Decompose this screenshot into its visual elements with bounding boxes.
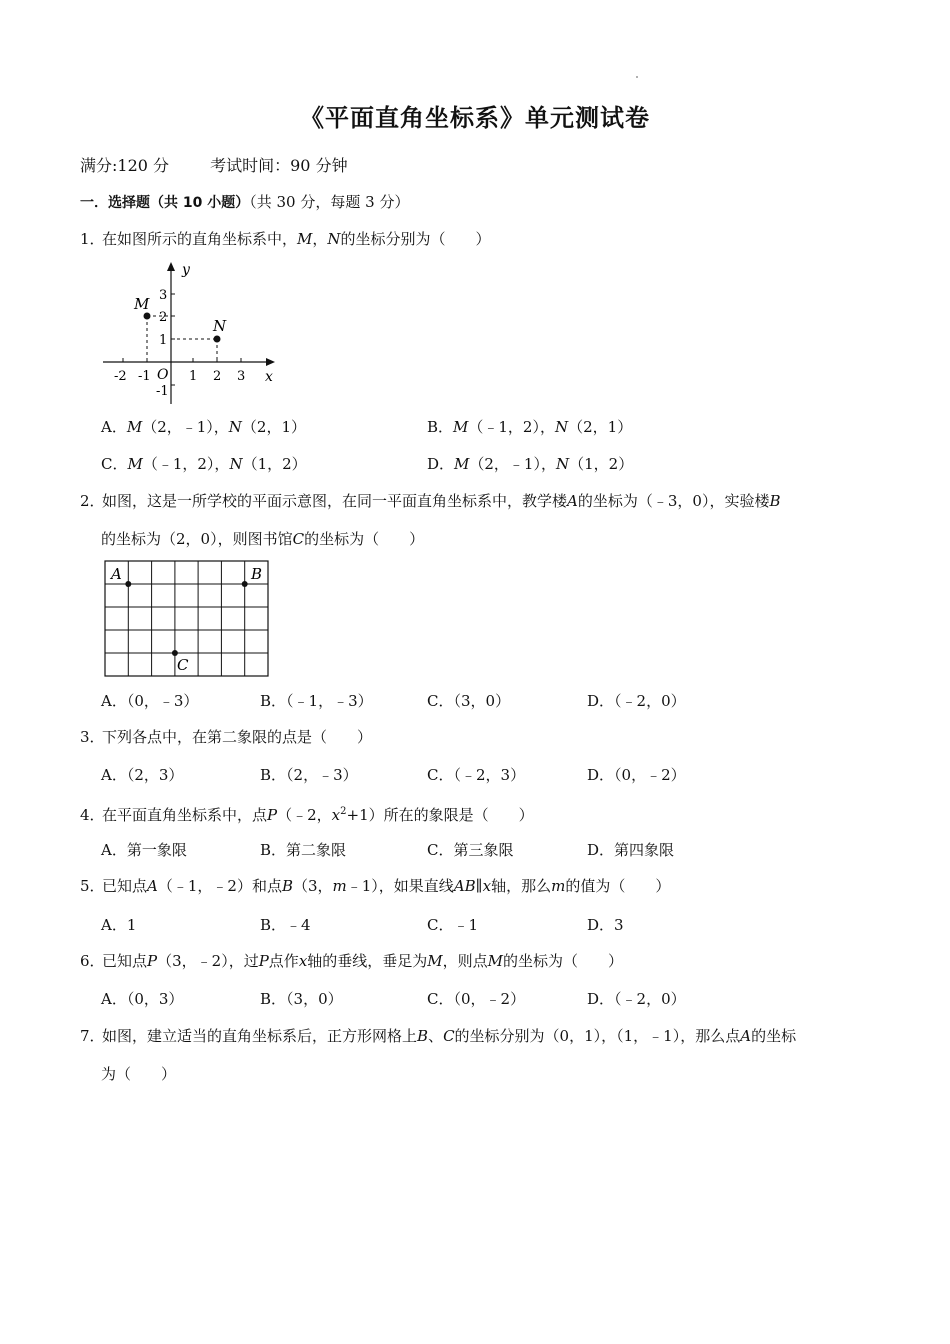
point-n xyxy=(214,336,221,343)
option-a[interactable]: A．第一象限 xyxy=(101,841,187,859)
x-tick-label: -1 xyxy=(138,369,151,384)
page-title: 《平面直角坐标系》单元测试卷 xyxy=(300,104,650,132)
question-text: 的坐标为（2，0），则图书馆 xyxy=(101,530,293,548)
question-2 xyxy=(80,491,880,511)
option-a[interactable]: A．（0，3） xyxy=(101,990,184,1008)
var-b: B xyxy=(417,1027,429,1045)
label-n: N xyxy=(213,317,227,335)
question-text: 轴，那么 xyxy=(491,877,552,895)
option-label: D． xyxy=(427,455,455,473)
question-text: 已知点 xyxy=(102,952,148,970)
var-a: A xyxy=(567,492,578,510)
question-number: 7． xyxy=(80,1027,105,1045)
option-c[interactable]: C．（0，﹣2） xyxy=(427,990,526,1008)
x-tick-label: 2 xyxy=(213,369,222,384)
var-b: B xyxy=(769,492,781,510)
option-c[interactable]: C．（﹣2，3） xyxy=(427,766,526,784)
option-text: （﹣1，2）， xyxy=(142,455,230,473)
question-text: 如图，建立适当的直角坐标系后，正方形网格上 xyxy=(102,1027,418,1045)
q1-options-row-2 xyxy=(101,453,881,473)
label-b: B xyxy=(251,565,263,583)
var-x: x xyxy=(331,806,341,824)
section-scoring: （共 30 分，每题 3 分） xyxy=(249,193,410,211)
option-b[interactable]: B．第二象限 xyxy=(260,841,347,859)
question-text: ， xyxy=(312,230,328,248)
option-a[interactable] xyxy=(101,416,306,437)
question-text: 的值为（ ） xyxy=(565,877,671,895)
x-tick-label: -2 xyxy=(114,369,127,384)
option-c[interactable] xyxy=(101,453,307,474)
var-c: C xyxy=(443,1027,455,1045)
y-tick-label: 2 xyxy=(159,310,168,325)
option-text: （2，﹣1）， xyxy=(469,455,556,473)
option-d[interactable]: D．3 xyxy=(587,916,624,934)
question-text: 如图，这是一所学校的平面示意图，在同一平面直角坐标系中，教学楼 xyxy=(102,492,568,510)
var-n: N xyxy=(229,455,243,473)
question-number: 5． xyxy=(80,877,105,895)
question-text: 已知点 xyxy=(102,877,148,895)
question-text: 点作 xyxy=(268,952,299,970)
option-label: C． xyxy=(101,455,128,473)
label-m: M xyxy=(134,295,150,313)
question-text: 的坐标分别为（ ） xyxy=(340,230,491,248)
option-d[interactable] xyxy=(427,453,633,474)
question-text: 下列各点中，在第二象限的点是（ ） xyxy=(102,728,373,746)
question-text: 的坐标为（ ） xyxy=(503,952,624,970)
question-3 xyxy=(80,727,880,747)
option-b[interactable] xyxy=(427,416,632,437)
question-text: 的坐标分别为（0，1），（1，﹣1），那么点 xyxy=(454,1027,741,1045)
option-d[interactable]: D．第四象限 xyxy=(587,841,675,859)
corner-mark xyxy=(636,76,638,78)
var-n: N xyxy=(228,418,242,436)
question-number: 4． xyxy=(80,806,105,824)
var-m: M xyxy=(126,418,143,436)
q4-options xyxy=(101,839,881,859)
option-text: （1，2） xyxy=(569,455,634,473)
section-title: 一．选择题（共 10 小题） xyxy=(80,195,250,211)
guide-lines xyxy=(147,316,217,362)
question-number: 6． xyxy=(80,952,105,970)
exam-meta xyxy=(80,153,348,176)
option-c[interactable]: C．第三象限 xyxy=(427,841,514,859)
var-m: M xyxy=(453,418,469,436)
var-p: P xyxy=(147,952,158,970)
option-label: A． xyxy=(101,418,127,436)
question-text: 轴的垂线，垂足为 xyxy=(307,952,428,970)
var-m: M xyxy=(487,952,504,970)
question-text: ，则点 xyxy=(442,952,488,970)
option-label: B． xyxy=(427,418,454,436)
exam-time: 考试时间：90 分钟 xyxy=(210,156,348,175)
var-n: N xyxy=(554,418,569,436)
var-ab: AB xyxy=(453,877,476,895)
option-text: （2，﹣1）， xyxy=(142,418,229,436)
question-text: ﹣1），如果直线 xyxy=(346,877,454,895)
point-b xyxy=(242,581,248,587)
option-d[interactable]: D．（﹣2，0） xyxy=(587,990,686,1008)
question-text: 的坐标为（ ） xyxy=(304,530,425,548)
var-m: M xyxy=(454,455,470,473)
option-a[interactable]: A．1 xyxy=(101,916,137,934)
var-n: N xyxy=(555,455,570,473)
question-5 xyxy=(80,876,880,896)
question-1 xyxy=(80,229,880,249)
question-number: 2． xyxy=(80,492,105,510)
var-m: M xyxy=(427,952,443,970)
y-tick-label: 3 xyxy=(159,288,168,303)
option-b[interactable]: B．（2，﹣3） xyxy=(260,766,358,784)
y-axis-arrow xyxy=(167,262,175,271)
question-text: +1）所在的象限是（ ） xyxy=(346,806,534,824)
var-m: m xyxy=(332,877,347,895)
var-m: M xyxy=(297,230,313,248)
question-2-continued xyxy=(101,528,424,549)
question-text: 在平面直角坐标系中，点 xyxy=(102,806,268,824)
x-axis-arrow xyxy=(266,358,275,366)
option-b[interactable]: B．（3，0） xyxy=(260,990,343,1008)
parallel-symbol: ∥ xyxy=(475,877,483,895)
var-p: P xyxy=(258,952,269,970)
x-tick-label: 3 xyxy=(237,369,246,384)
question-text: （﹣2， xyxy=(277,806,332,824)
point-m xyxy=(144,313,151,320)
var-a: A xyxy=(147,877,158,895)
exponent: 2 xyxy=(340,806,347,817)
y-label: y xyxy=(182,262,190,278)
y-tick-label: 1 xyxy=(159,333,168,348)
point-a xyxy=(125,581,131,587)
question-number: 3． xyxy=(80,728,105,746)
option-text: （1，2） xyxy=(242,455,307,473)
option-text: （﹣1，2）， xyxy=(468,418,555,436)
question-4 xyxy=(80,802,880,825)
option-b[interactable]: B．﹣4 xyxy=(260,916,311,934)
option-d[interactable]: D．（﹣2，0） xyxy=(587,692,686,710)
var-p: P xyxy=(267,806,278,824)
question-7-continued: 为（ ） xyxy=(101,1065,177,1083)
question-7 xyxy=(80,1026,880,1046)
q3-options xyxy=(101,764,881,784)
option-text: （2，1） xyxy=(241,418,307,436)
q1-coordinate-figure xyxy=(98,258,283,408)
var-m: M xyxy=(127,455,143,473)
label-a: A xyxy=(111,565,122,583)
var-c: C xyxy=(292,530,305,548)
question-text: 、 xyxy=(428,1027,444,1045)
x-tick-label: 1 xyxy=(189,369,198,384)
x-label: x xyxy=(265,369,273,385)
question-text: 的坐标为（﹣3，0），实验楼 xyxy=(577,492,770,510)
q1-options-row-1 xyxy=(101,416,881,436)
question-text: 在如图所示的直角坐标系中， xyxy=(102,230,298,248)
label-c: C xyxy=(177,656,189,674)
question-text: （3， xyxy=(292,877,333,895)
question-text: （﹣1，﹣2）和点 xyxy=(157,877,282,895)
q5-options xyxy=(101,914,881,934)
full-score: 满分:120 分 xyxy=(80,156,170,175)
q2-options xyxy=(101,690,881,710)
question-text: （3，﹣2），过 xyxy=(157,952,259,970)
var-x: x xyxy=(298,952,308,970)
option-a[interactable]: A．（2，3） xyxy=(101,766,184,784)
var-x: x xyxy=(482,877,492,895)
option-d[interactable]: D．（0，﹣2） xyxy=(587,766,686,784)
option-b[interactable]: B．（﹣1，﹣3） xyxy=(260,692,373,710)
question-6 xyxy=(80,951,880,971)
var-a: A xyxy=(740,1027,752,1045)
option-c[interactable]: C．﹣1 xyxy=(427,916,479,934)
option-text: （2，1） xyxy=(568,418,633,436)
question-text: 的坐标 xyxy=(751,1027,797,1045)
question-number: 1． xyxy=(80,230,105,248)
option-a[interactable]: A．（0，﹣3） xyxy=(101,692,199,710)
y-tick-label: -1 xyxy=(156,384,169,399)
var-n: N xyxy=(327,230,341,248)
var-m: m xyxy=(551,877,566,895)
var-b: B xyxy=(281,877,293,895)
section-heading xyxy=(80,191,409,212)
q6-options xyxy=(101,988,881,1008)
option-c[interactable]: C．（3，0） xyxy=(427,692,511,710)
origin-label: O xyxy=(157,367,169,383)
q2-grid-figure xyxy=(104,560,272,680)
